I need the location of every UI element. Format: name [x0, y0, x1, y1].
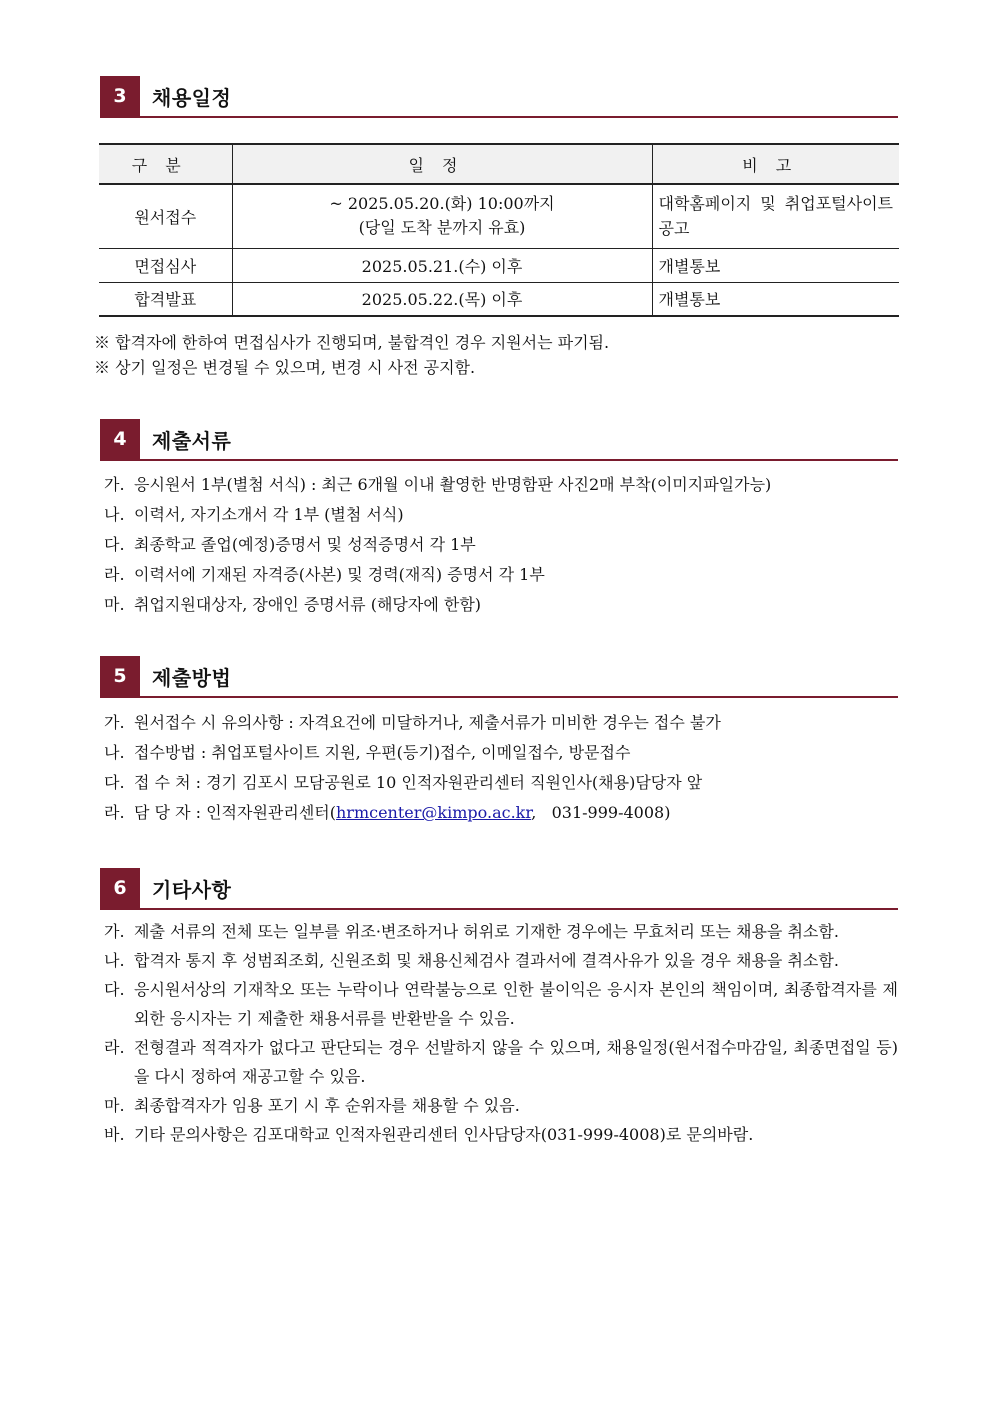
item-text: 전형결과 적격자가 없다고 판단되는 경우 선발하지 않을 수 있으며, 채용일정(원서접수마감일, 최종면접일 등)을 다시 정하여 재공고할 수 있음.: [134, 1038, 898, 1086]
note-line: ※ 합격자에 한하여 면접심사가 진행되며, 불합격인 경우 지원서는 파기됨.: [94, 333, 610, 352]
list-item: [104, 917, 898, 946]
list-item-contact: [104, 798, 898, 828]
item-text: 이력서에 기재된 자격증(사본) 및 경력(재직) 증명서 각 1부: [134, 565, 545, 584]
item-text: [134, 798, 670, 828]
item-marker: 마.: [104, 1096, 125, 1115]
table-row: [99, 248, 899, 282]
table-row: [99, 184, 899, 248]
list-item: [104, 470, 898, 500]
header-type: 구분: [99, 144, 232, 184]
list-item: [104, 738, 898, 768]
schedule-notes: [94, 330, 609, 380]
item-text: 접수방법 : 취업포털사이트 지원, 우편(등기)접수, 이메일접수, 방문접수: [134, 743, 631, 762]
item-marker: 라.: [104, 803, 125, 822]
item-text: 기타 문의사항은 김포대학교 인적자원관리센터 인사담당자(031-999-4008)로 문의바람.: [134, 1125, 754, 1144]
item-marker: 가.: [104, 713, 125, 732]
section-others: [100, 868, 898, 910]
others-list: [104, 917, 898, 1149]
item-text: 접 수 처 : 경기 김포시 모담공원로 10 인적자원관리센터 직원인사(채용)담당자 앞: [134, 773, 703, 792]
section-title: 제출방법: [152, 665, 232, 690]
section-number: 3: [100, 76, 140, 116]
schedule-table: [99, 143, 899, 317]
cell-note: 대학홈페이지 및 취업포털사이트 공고: [652, 184, 899, 248]
item-marker: 가.: [104, 475, 125, 494]
contact-suffix: , 031-999-4008): [531, 803, 671, 822]
cell-note: 개별통보: [652, 282, 899, 316]
item-text: 합격자 통지 후 성범죄조회, 신원조회 및 채용신체검사 결과서에 결격사유가 있을 경우 채용을 취소함.: [134, 951, 839, 970]
section-number: 4: [100, 419, 140, 459]
item-text: 최종학교 졸업(예정)증명서 및 성적증명서 각 1부: [134, 535, 476, 554]
list-item: [104, 530, 898, 560]
list-item: [104, 975, 898, 1033]
cell-date-line2: (당일 도착 분까지 유효): [358, 218, 526, 238]
item-text: 원서접수 시 유의사항 : 자격요건에 미달하거나, 제출서류가 미비한 경우는 접수 불가: [134, 713, 721, 732]
list-item: [104, 500, 898, 530]
item-text: 응시원서 1부(별첨 서식) : 최근 6개월 이내 촬영한 반명함판 사진2매 부착(이미지파일가능): [134, 475, 772, 494]
cell-type: 원서접수: [99, 184, 232, 248]
email-link[interactable]: hrmcenter@kimpo.ac.kr: [336, 803, 532, 822]
documents-list: [104, 470, 898, 620]
item-marker: 나.: [104, 951, 125, 970]
header-note: 비고: [652, 144, 899, 184]
section-title: 제출서류: [152, 428, 232, 453]
contact-prefix: 담 당 자 : 인적자원관리센터(: [134, 803, 336, 822]
cell-note: 개별통보: [652, 248, 899, 282]
item-marker: 다.: [104, 773, 125, 792]
table-header-row: [99, 144, 899, 184]
table-row: [99, 282, 899, 316]
list-item: [104, 1091, 898, 1120]
cell-type: 합격발표: [99, 282, 232, 316]
section-number: 5: [100, 656, 140, 696]
section-header: [100, 419, 898, 461]
cell-date: 2025.05.22.(목) 이후: [232, 282, 652, 316]
list-item: [104, 946, 898, 975]
item-text: 최종합격자가 임용 포기 시 후 순위자를 채용할 수 있음.: [134, 1096, 520, 1115]
methods-list: [104, 708, 898, 828]
item-marker: 가.: [104, 922, 125, 941]
item-marker: 마.: [104, 595, 125, 614]
header-date: 일정: [232, 144, 652, 184]
item-text: 이력서, 자기소개서 각 1부 (별첨 서식): [134, 505, 404, 524]
section-schedule: [100, 76, 898, 118]
item-marker: 나.: [104, 743, 125, 762]
item-marker: 바.: [104, 1125, 125, 1144]
list-item: [104, 708, 898, 738]
item-marker: 라.: [104, 1038, 125, 1057]
cell-date: 2025.05.21.(수) 이후: [232, 248, 652, 282]
list-item: [104, 590, 898, 620]
section-methods: [100, 656, 898, 698]
item-text: 취업지원대상자, 장애인 증명서류 (해당자에 한함): [134, 595, 482, 614]
list-item: [104, 560, 898, 590]
cell-date: [232, 184, 652, 248]
section-number: 6: [100, 868, 140, 908]
section-title: 기타사항: [152, 877, 232, 902]
note-line: ※ 상기 일정은 변경될 수 있으며, 변경 시 사전 공지함.: [94, 358, 476, 377]
section-title: 채용일정: [152, 85, 232, 110]
item-marker: 나.: [104, 505, 125, 524]
list-item: [104, 768, 898, 798]
cell-type: 면접심사: [99, 248, 232, 282]
section-header: [100, 76, 898, 118]
cell-date-line1: ~ 2025.05.20.(화) 10:00까지: [329, 194, 555, 214]
section-header: [100, 656, 898, 698]
item-text: 응시원서상의 기재착오 또는 누락이나 연락불능으로 인한 불이익은 응시자 본인의 책임이며, 최종합격자를 제외한 응시자는 기 제출한 채용서류를 반환받을 수 있음.: [134, 980, 898, 1028]
item-marker: 다.: [104, 980, 125, 999]
list-item: [104, 1120, 898, 1149]
item-marker: 라.: [104, 565, 125, 584]
section-header: [100, 868, 898, 910]
item-marker: 다.: [104, 535, 125, 554]
list-item: [104, 1033, 898, 1091]
section-documents: [100, 419, 898, 461]
item-text: 제출 서류의 전체 또는 일부를 위조·변조하거나 허위로 기재한 경우에는 무효처리 또는 채용을 취소함.: [134, 922, 839, 941]
